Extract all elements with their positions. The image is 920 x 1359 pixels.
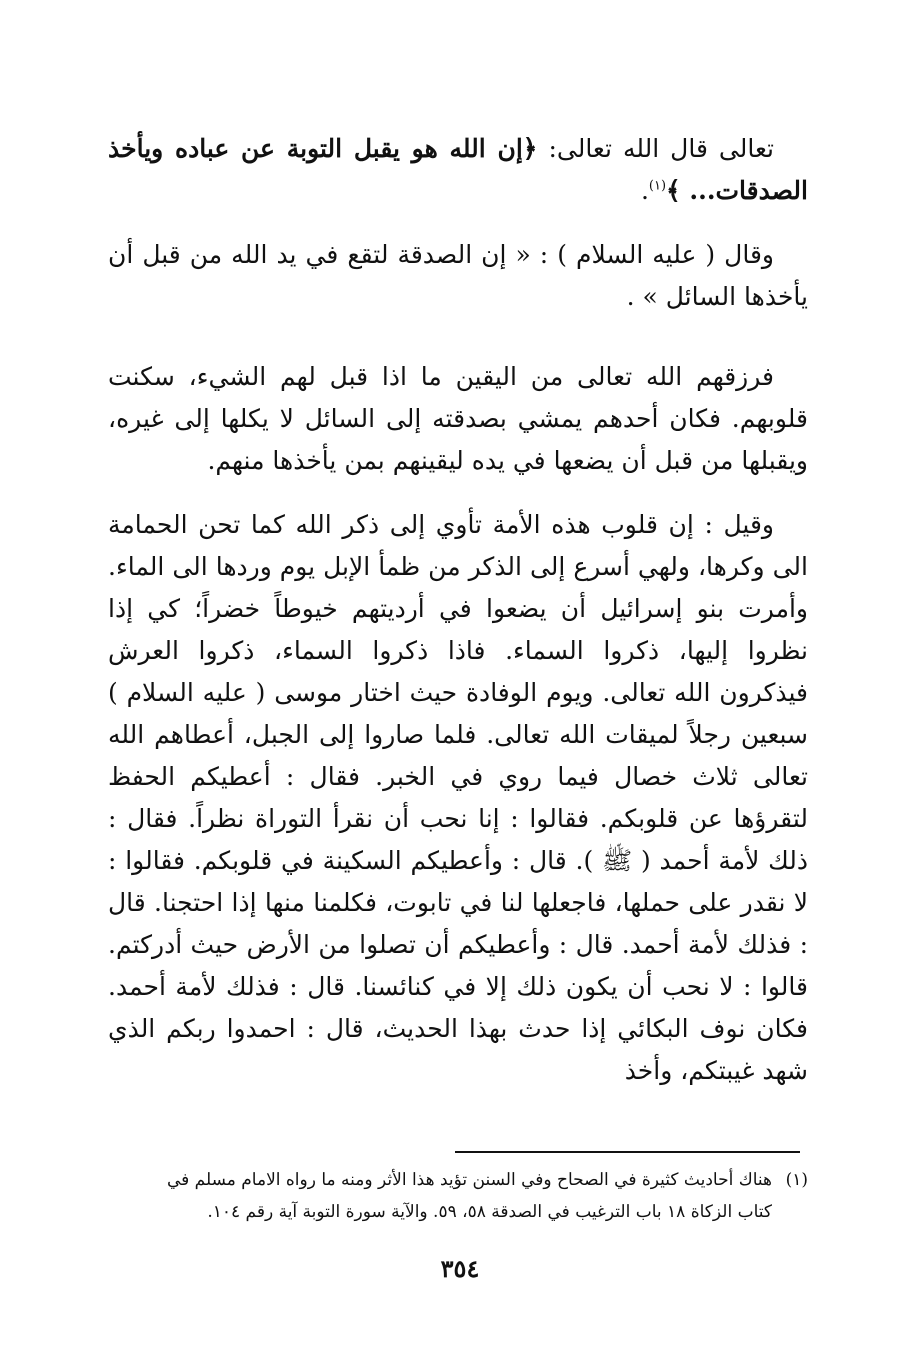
- verse-intro: تعالى قال الله تعالى:: [537, 134, 774, 163]
- footnote-divider: [455, 1151, 800, 1153]
- paragraph-hadith: وقال ( عليه السلام ) : « إن الصدقة لتقع في يد الله من قبل أن يأخذها السائل » .: [108, 240, 808, 311]
- paragraph-quran-verse: [108, 128, 808, 212]
- verse-end: .: [640, 176, 649, 205]
- quran-close-bracket: ﴾: [666, 176, 690, 205]
- footnote-text-1: هناك أحاديث كثيرة في الصحاح وفي السنن تؤيد هذا الأثر ومنه ما رواه الامام مسلم في: [166, 1170, 772, 1190]
- quran-verse-text: إن الله هو يقبل التوبة عن عباده ويأخذ الصدقات...: [108, 134, 808, 205]
- main-text: [108, 128, 808, 1092]
- footnote-reference: (١): [648, 178, 667, 194]
- footnote-line-1: [108, 1164, 808, 1196]
- footnote-line-2: كتاب الزكاة ١٨ باب الترغيب في الصدقة ٥٨، ٥٩. والآية سورة التوبة آية رقم ١٠٤.: [207, 1202, 772, 1222]
- footnote: [108, 1164, 808, 1228]
- paragraph-certainty: فرزقهم الله تعالى من اليقين ما اذا قبل لهم الشيء، سكنت قلوبهم. فكان أحدهم يمشي بصدقته إلى السائل لا يكلها إلى غيره، ويقبلها من قبل أن يضعها في يده ليقينهم بمن يأخذها منهم.: [108, 362, 808, 475]
- paragraph-ummah: وقيل : إن قلوب هذه الأمة تأوي إلى ذكر الله كما تحن الحمامة الى وكرها، ولهي أسرع إلى الذكر من ظمأ الإبل يوم وردها الى الماء. وأمرت بنو إسرائيل أن يضعوا في أرديتهم خيوطاً خضراً؛ كي إذا نظروا إليها، ذكروا السماء. فاذا ذكروا السماء، ذكروا العرش فيذكرون الله تعالى. ويوم الوفادة حيث اختار موسى ( عليه السلام ) سبعين رجلاً لميقات الله تعالى. فلما صاروا إلى الجبل، أعطاهم الله تعالى ثلاث خصال فيما روي في الخبر. فقال : أعطيكم الحفظ لتقرؤها عن قلوبكم. فقالوا : إنا نحب أن نقرأ التوراة نظراً. فقال : ذلك لأمة أحمد ( ﷺ ). قال : وأعطيكم السكينة في قلوبكم. فقالوا : لا نقدر على حملها، فاجعلها لنا في تابوت، فكلمنا منها إذا احتجنا. قال : فذلك لأمة أحمد. قال : وأعطيكم أن تصلوا من الأرض حيث أدركتم. قالوا : لا نحب أن يكون ذلك إلا في كنائسنا. قال : فذلك لأمة أحمد. فكان نوف البكائي إذا حدث بهذا الحديث، قال : احمدوا ربكم الذي شهد غيبتكم، وأخذ: [108, 510, 808, 1085]
- quran-open-bracket: ﴿: [522, 134, 538, 163]
- page-number: ٣٥٤: [440, 1254, 480, 1283]
- footnote-marker: (١): [785, 1170, 808, 1190]
